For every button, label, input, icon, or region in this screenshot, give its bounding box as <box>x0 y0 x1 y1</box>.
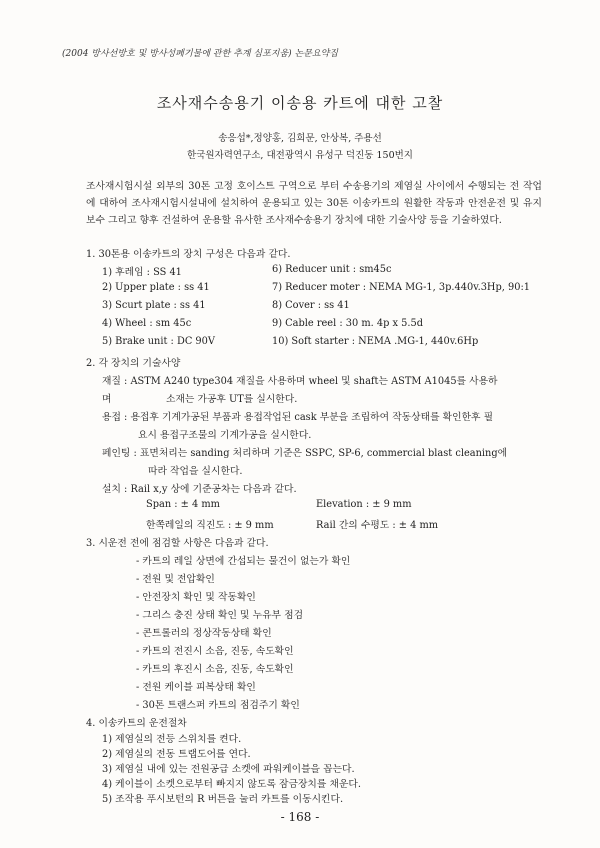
checklist-item: - 안전장치 확인 및 작동확인 <box>136 592 256 603</box>
spec-item: 1) 후레임 : SS 41 <box>102 267 182 278</box>
section-2-heading: 2. 각 장치의 기술사양 <box>86 358 181 369</box>
checklist-item: - 카트의 전진시 소음, 진동, 속도확인 <box>136 646 294 657</box>
checklist-item: - 카트의 레일 상면에 간섭되는 물건이 없는가 확인 <box>136 556 351 567</box>
tolerance-elevation: Elevation : ± 9 mm <box>316 499 412 510</box>
material-spec: 며 <box>102 394 112 405</box>
install-spec: 설치 : Rail x,y 상에 기준공차는 다음과 같다. <box>102 484 297 495</box>
checklist-item: - 그리스 충진 상태 확인 및 누유부 점검 <box>136 610 304 621</box>
spec-item: 5) Brake unit : DC 90V <box>102 336 215 347</box>
spec-item: 4) Wheel : sm 45c <box>102 318 192 329</box>
checklist-item: - 카트의 후진시 소음, 진동, 속도확인 <box>136 664 294 675</box>
tolerance-level: Rail 간의 수평도 : ± 4 mm <box>316 520 439 531</box>
section-3-heading: 3. 시운전 전에 점검할 사항은 다음과 같다. <box>86 538 269 549</box>
welding-spec: 요시 용접구조물의 기계가공을 실시한다. <box>138 430 312 441</box>
material-spec: 소재는 가공후 UT를 실시한다. <box>166 394 298 405</box>
spec-item: 7) Reducer moter : NEMA MG-1, 3p.440v.3Hp, 90:1 <box>272 282 530 293</box>
spec-item: 9) Cable reel : 30 m. 4p x 5.5d <box>272 318 423 329</box>
spec-item: 2) Upper plate : ss 41 <box>102 282 210 293</box>
procedure-step: 4) 케이블이 소켓으로부터 빠지지 않도록 잠금장치를 채운다. <box>102 779 361 790</box>
spec-item: 10) Soft starter : NEMA .MG-1, 440v.6Hp <box>272 336 479 347</box>
procedure-step: 5) 조작용 푸시보턴의 R 버튼을 눌러 카트를 이동시킨다. <box>102 794 344 805</box>
running-header: (2004 방사선방호 및 방사성폐기물에 관한 추계 심포지움) 논문요약집 <box>62 49 338 59</box>
section-4-heading: 4. 이송카트의 운전절차 <box>86 718 187 729</box>
author-list: 송응섭*,정양홍, 김희문, 안상복, 주용선 <box>218 133 382 144</box>
page-number: - 168 - <box>280 810 320 824</box>
spec-item: 6) Reducer unit : sm45c <box>272 264 392 275</box>
checklist-item: - 전원 및 전압확인 <box>136 574 215 585</box>
spec-item: 3) Scurt plate : ss 41 <box>102 300 206 311</box>
welding-spec: 용접 : 용접후 기계가공된 부품과 용접작업된 cask 부분을 조립하여 작동상태를 확인한후 필 <box>102 412 494 423</box>
paper-title: 조사재수송용기 이송용 카트에 대한 고찰 <box>156 94 444 112</box>
checklist-item: - 전원 케이블 피복상태 확인 <box>136 682 256 693</box>
painting-spec: 페인팅 : 표면처리는 sanding 처리하며 기준은 SSPC, SP-6, commercial blast cleaning에 <box>102 448 508 459</box>
spec-item: 8) Cover : ss 41 <box>272 300 350 311</box>
checklist-item: - 30톤 트랜스퍼 카트의 점검주기 확인 <box>136 700 300 711</box>
painting-spec: 따라 작업을 실시한다. <box>148 466 243 477</box>
checklist-item: - 콘트롤러의 정상작동상태 확인 <box>136 628 272 639</box>
procedure-step: 1) 제염실의 전등 스위치를 켠다. <box>102 734 242 745</box>
tolerance-span: Span : ± 4 mm <box>146 499 220 510</box>
material-spec: 재질 : ASTM A240 type304 재질을 사용하며 wheel 및 shaft는 ASTM A1045를 사용하 <box>102 376 498 387</box>
procedure-step: 2) 제염실의 전동 트랩도어를 연다. <box>102 749 251 760</box>
procedure-step: 3) 제염실 내에 있는 전원공급 소켓에 파워케이블을 꼽는다. <box>102 764 355 775</box>
section-1-heading: 1. 30톤용 이송카트의 장치 구성은 다음과 같다. <box>86 249 291 260</box>
intro-paragraph: 조사재시험시설 외부의 30톤 고정 호이스트 구역으로 부터 수송용기의 제염실 사이에서 수행되는 전 작업에 대하여 조사재시험시설내에 설치하여 운용되고 있는 30톤 이송카트의 원활한 작동과 안전운전 및 유지보수 그리고 향후 건설하여 운용할 유사한 조사재수송용기 장치에 대한 기술사양 등을 기술하였다. <box>86 181 542 227</box>
affiliation: 한국원자력연구소, 대전광역시 유성구 덕진동 150번지 <box>187 150 413 161</box>
tolerance-straightness: 한쪽레일의 직진도 : ± 9 mm <box>146 520 274 531</box>
